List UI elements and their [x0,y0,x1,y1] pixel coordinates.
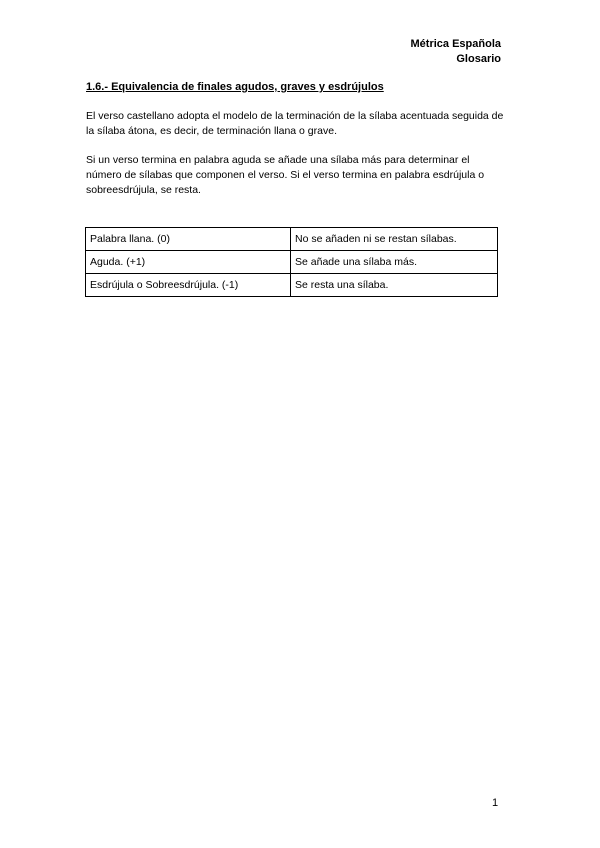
section-title: 1.6.- Equivalencia de finales agudos, graves y esdrújulos [86,81,384,93]
syllable-rules-table [85,227,498,297]
table-row [86,274,498,297]
page-header [411,37,501,67]
table-cell-syllable-rule: No se añaden ni se restan sílabas. [291,228,498,251]
header-document-title: Métrica Española [410,38,501,50]
table-row [86,251,498,274]
table-row [86,228,498,251]
table-cell-syllable-rule: Se resta una sílaba. [291,274,498,297]
header-document-subtitle: Glosario [456,53,501,65]
page-number: 1 [492,797,499,809]
body-paragraph: El verso castellano adopta el modelo de la terminación de la sílaba acentuada seguida de la sílaba átona, es decir, de terminación llana o grave. [86,110,504,137]
table-cell-ending-type: Aguda. (+1) [86,251,291,274]
table-cell-syllable-rule: Se añade una sílaba más. [291,251,498,274]
table-cell-ending-type: Palabra llana. (0) [86,228,291,251]
table-cell-ending-type: Esdrújula o Sobreesdrújula. (-1) [86,274,291,297]
body-paragraph: Si un verso termina en palabra aguda se añade una sílaba más para determinar el número de sílabas que componen el verso. Si el verso termina en palabra esdrújula o sobreesdrújula, se resta. [86,154,485,196]
